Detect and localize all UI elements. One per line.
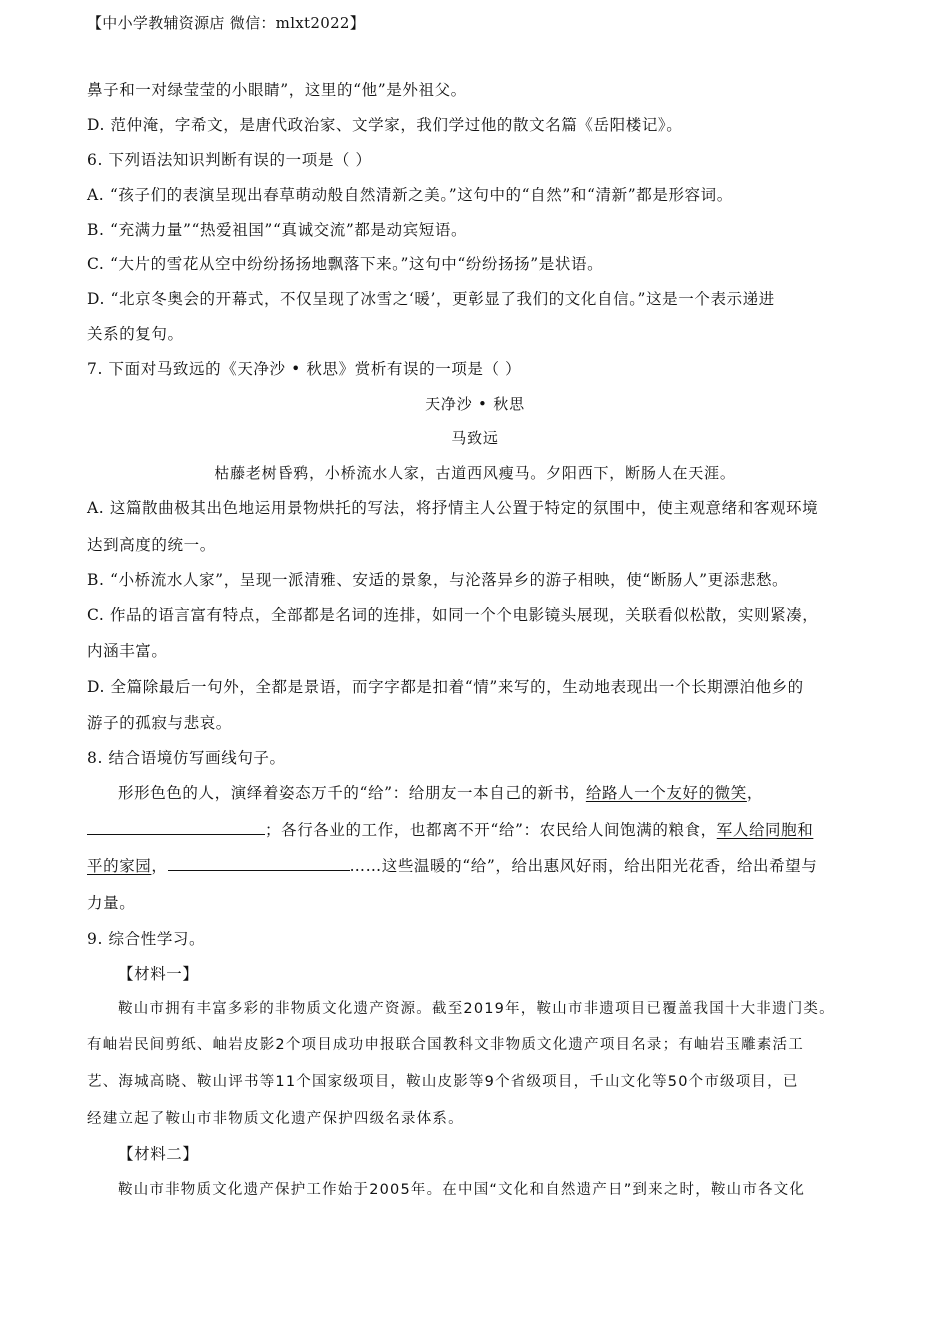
q8-underlined-sentence-cont: 平的家园 xyxy=(87,857,152,875)
q5-tail-line: 鼻子和一对绿莹莹的小眼睛”，这里的“他”是外祖父。 xyxy=(87,81,467,99)
poem-author: 马致远 xyxy=(451,429,499,447)
q7-option-d-cont: 游子的孤寂与悲哀。 xyxy=(87,714,232,732)
q8-paragraph-line-4: 力量。 xyxy=(87,894,136,912)
answer-blank-1[interactable] xyxy=(87,820,265,835)
q8-paragraph-line-2 xyxy=(87,818,813,840)
q7-option-c-cont: 内涵丰富。 xyxy=(87,642,168,660)
q8-underlined-sentence: 军人给同胞和 xyxy=(716,821,814,839)
q6-option-d-cont: 关系的复句。 xyxy=(87,325,184,343)
q8-paragraph-line-3 xyxy=(87,854,817,876)
q8-underlined-sentence: 给路人一个友好的微笑 xyxy=(585,784,747,802)
q7-option-c: C. 作品的语言富有特点，全部都是名词的连排，如同一个个电影镜头展现，关联看似松散，实则紧凑， xyxy=(87,606,819,624)
material-2-line-1: 鞍山市非物质文化遗产保护工作始于2005年。在中国“文化和自然遗产日”到来之时，鞍山市各文化 xyxy=(118,1182,806,1198)
poem-text: 枯藤老树昏鸦，小桥流水人家，古道西风瘦马。夕阳西下，断肠人在天涯。 xyxy=(214,464,736,482)
q5-option-d: D. 范仲淹，字希文，是唐代政治家、文学家，我们学过他的散文名篇《岳阳楼记》。 xyxy=(87,116,683,134)
q7-option-a-cont: 达到高度的统一。 xyxy=(87,536,216,554)
material-1-label: 【材料一】 xyxy=(118,965,199,983)
q6-option-d: D. “北京冬奥会的开幕式，不仅呈现了冰雪之‘暖’，更彰显了我们的文化自信。”这是一个表示递进 xyxy=(87,290,775,308)
material-1-line-1: 鞍山市拥有丰富多彩的非物质文化遗产资源。截至2019年，鞍山市非遗项目已覆盖我国十大非遗门类。 xyxy=(118,1001,835,1017)
material-2-label: 【材料二】 xyxy=(118,1145,199,1163)
q8-text: 形形色色的人，演绎着姿态万千的“给”：给朋友一本自己的新书， xyxy=(118,784,586,802)
q8-punct: ， xyxy=(746,784,763,802)
material-1-line-3: 艺、海城高晓、鞍山评书等11个国家级项目，鞍山皮影等9个省级项目，千山文化等50个市级项目，已 xyxy=(87,1074,799,1090)
q8-punct: ， xyxy=(151,857,168,875)
material-1-line-2: 有岫岩民间剪纸、岫岩皮影2个项目成功申报联合国教科文非物质文化遗产项目名录；有岫岩玉雕素活工 xyxy=(87,1037,804,1053)
answer-blank-2[interactable] xyxy=(168,856,350,871)
source-header: 【中小学教辅资源店 微信：mlxt2022】 xyxy=(87,14,366,32)
poem-title: 天净沙 • 秋思 xyxy=(425,395,525,413)
q8-text: ……这些温暖的“给”，给出惠风好雨，给出阳光花香，给出希望与 xyxy=(349,857,818,875)
q8-stem: 8. 结合语境仿写画线句子。 xyxy=(87,749,286,767)
q6-option-b: B. “充满力量”“热爱祖国”“真诚交流”都是动宾短语。 xyxy=(87,221,468,239)
q8-paragraph-line-1 xyxy=(118,781,763,803)
q6-stem: 6. 下列语法知识判断有误的一项是（ ） xyxy=(87,151,372,169)
q9-stem: 9. 综合性学习。 xyxy=(87,930,206,948)
q7-option-b: B. “小桥流水人家”，呈现一派清雅、安适的景象，与沦落异乡的游子相映，使“断肠人”更添悲愁。 xyxy=(87,571,789,589)
q7-option-d: D. 全篇除最后一句外，全都是景语，而字字都是扣着“情”来写的，生动地表现出一个长期漂泊他乡的 xyxy=(87,678,804,696)
material-1-line-4: 经建立起了鞍山市非物质文化遗产保护四级名录体系。 xyxy=(87,1111,464,1127)
q6-option-c: C. “大片的雪花从空中纷纷扬扬地飘落下来。”这句中“纷纷扬扬”是状语。 xyxy=(87,255,604,273)
q7-option-a: A. 这篇散曲极其出色地运用景物烘托的写法，将抒情主人公置于特定的氛围中，使主观意绪和客观环境 xyxy=(87,499,819,517)
q6-option-a: A. “孩子们的表演呈现出春草萌动般自然清新之美。”这句中的“自然”和“清新”都是形容词。 xyxy=(87,186,733,204)
q7-stem: 7. 下面对马致远的《天净沙 • 秋思》赏析有误的一项是（ ） xyxy=(87,360,522,378)
q8-text: ；各行各业的工作，也都离不开“给”：农民给人间饱满的粮食， xyxy=(265,821,717,839)
